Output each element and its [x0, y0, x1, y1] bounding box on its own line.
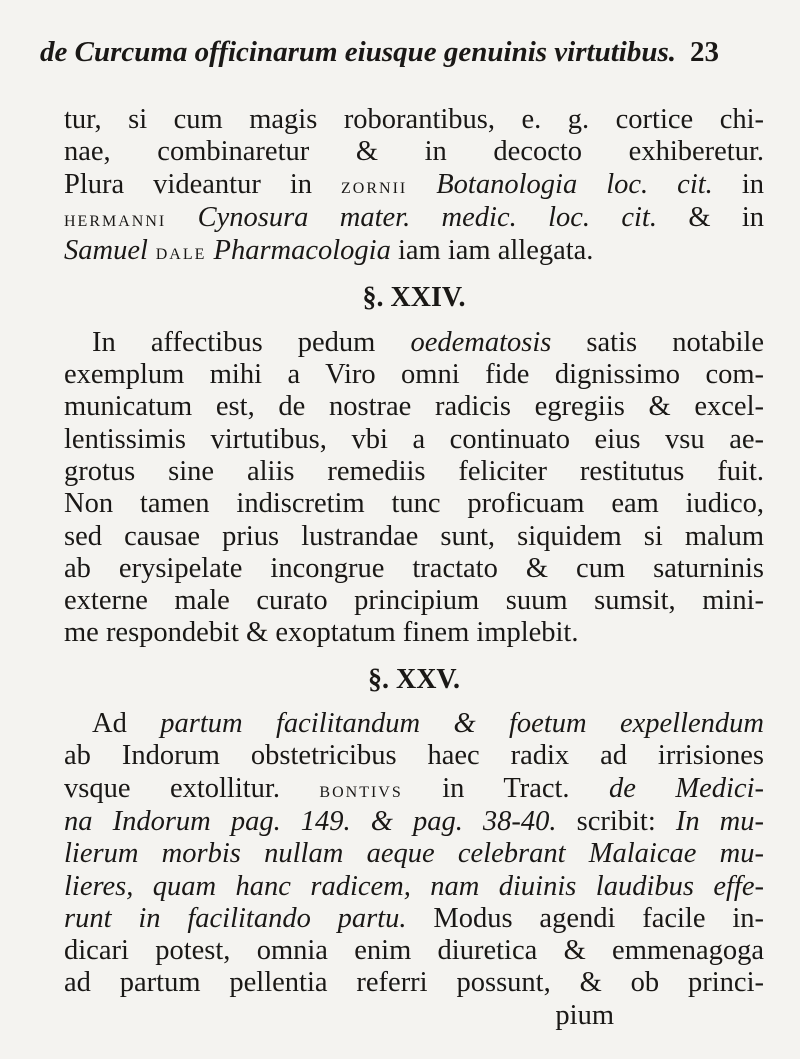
text-line: ad partum pellentia referri possunt, & ob princi- [64, 967, 764, 999]
text-line: Ad partum facilitandum & foetum expellendum [92, 708, 764, 740]
text-line: In affectibus pedum oedematosis satis notabile [92, 326, 764, 358]
text-line: exemplum mihi a Viro omni fide dignissimo com- [64, 359, 764, 391]
author-name: hermanni [64, 205, 167, 232]
author-name: dale [147, 239, 207, 266]
paragraph-1 [64, 104, 764, 268]
text-line: nae, combinaretur & in decocto exhiberetur. [64, 136, 764, 168]
text-line: sed causae prius lustrandae sunt, siquidem si malum [64, 520, 764, 552]
page-number: 23 [690, 36, 719, 68]
text-line: Samuel dale Pharmacologia iam iam allegata. [64, 235, 594, 267]
text-line: grotus sine aliis remediis feliciter restitutus fuit. [64, 455, 764, 487]
author-name: bontivs [319, 776, 403, 803]
running-header [40, 36, 780, 69]
text-line: runt in facilitando partu. Modus agendi facile in- [64, 902, 764, 934]
catchword: pium [555, 999, 614, 1031]
text-line: na Indorum pag. 149. & pag. 38-40. scribit: In mu- [64, 805, 764, 837]
paragraph-2 [64, 327, 764, 650]
author-name: zornii [341, 172, 408, 199]
text-line: municatum est, de nostrae radicis egregiis & excel- [64, 391, 764, 423]
text-line: hermanni Cynosura mater. medic. loc. cit. & in [64, 201, 764, 233]
text-line: ab erysipelate incongrue tractato & cum saturninis [64, 552, 764, 584]
text-line: Plura videantur in zornii Botanologia loc. cit. in [64, 168, 764, 200]
text-line: vsque extollitur. bontivs in Tract. de Medici- [64, 772, 764, 804]
text-line: Non tamen indiscretim tunc proficuam eam iudico, [64, 488, 764, 520]
section-heading: §. XXIV. [362, 282, 466, 314]
text-line: externe male curato principium suum sumsit, mini- [64, 585, 764, 617]
running-title: de Curcuma officinarum eiusque genuinis virtutibus. [40, 36, 676, 68]
text-line: ab Indorum obstetricibus haec radix ad irrisiones [64, 740, 764, 772]
text-line: lieres, quam hanc radicem, nam diuinis laudibus effe- [64, 870, 764, 902]
text-line: dicari potest, omnia enim diuretica & emmenagoga [64, 935, 764, 967]
text-body [64, 104, 764, 1032]
text-line: tur, si cum magis roborantibus, e. g. cortice chi- [64, 104, 764, 135]
text-line: me respondebit & exoptatum finem implebit. [64, 617, 579, 649]
paragraph-3 [64, 708, 764, 1032]
text-line: lentissimis virtutibus, vbi a continuato eius vsu ae- [64, 423, 764, 455]
section-heading: §. XXV. [367, 663, 461, 695]
text-line: lierum morbis nullam aeque celebrant Malaicae mu- [64, 838, 764, 870]
